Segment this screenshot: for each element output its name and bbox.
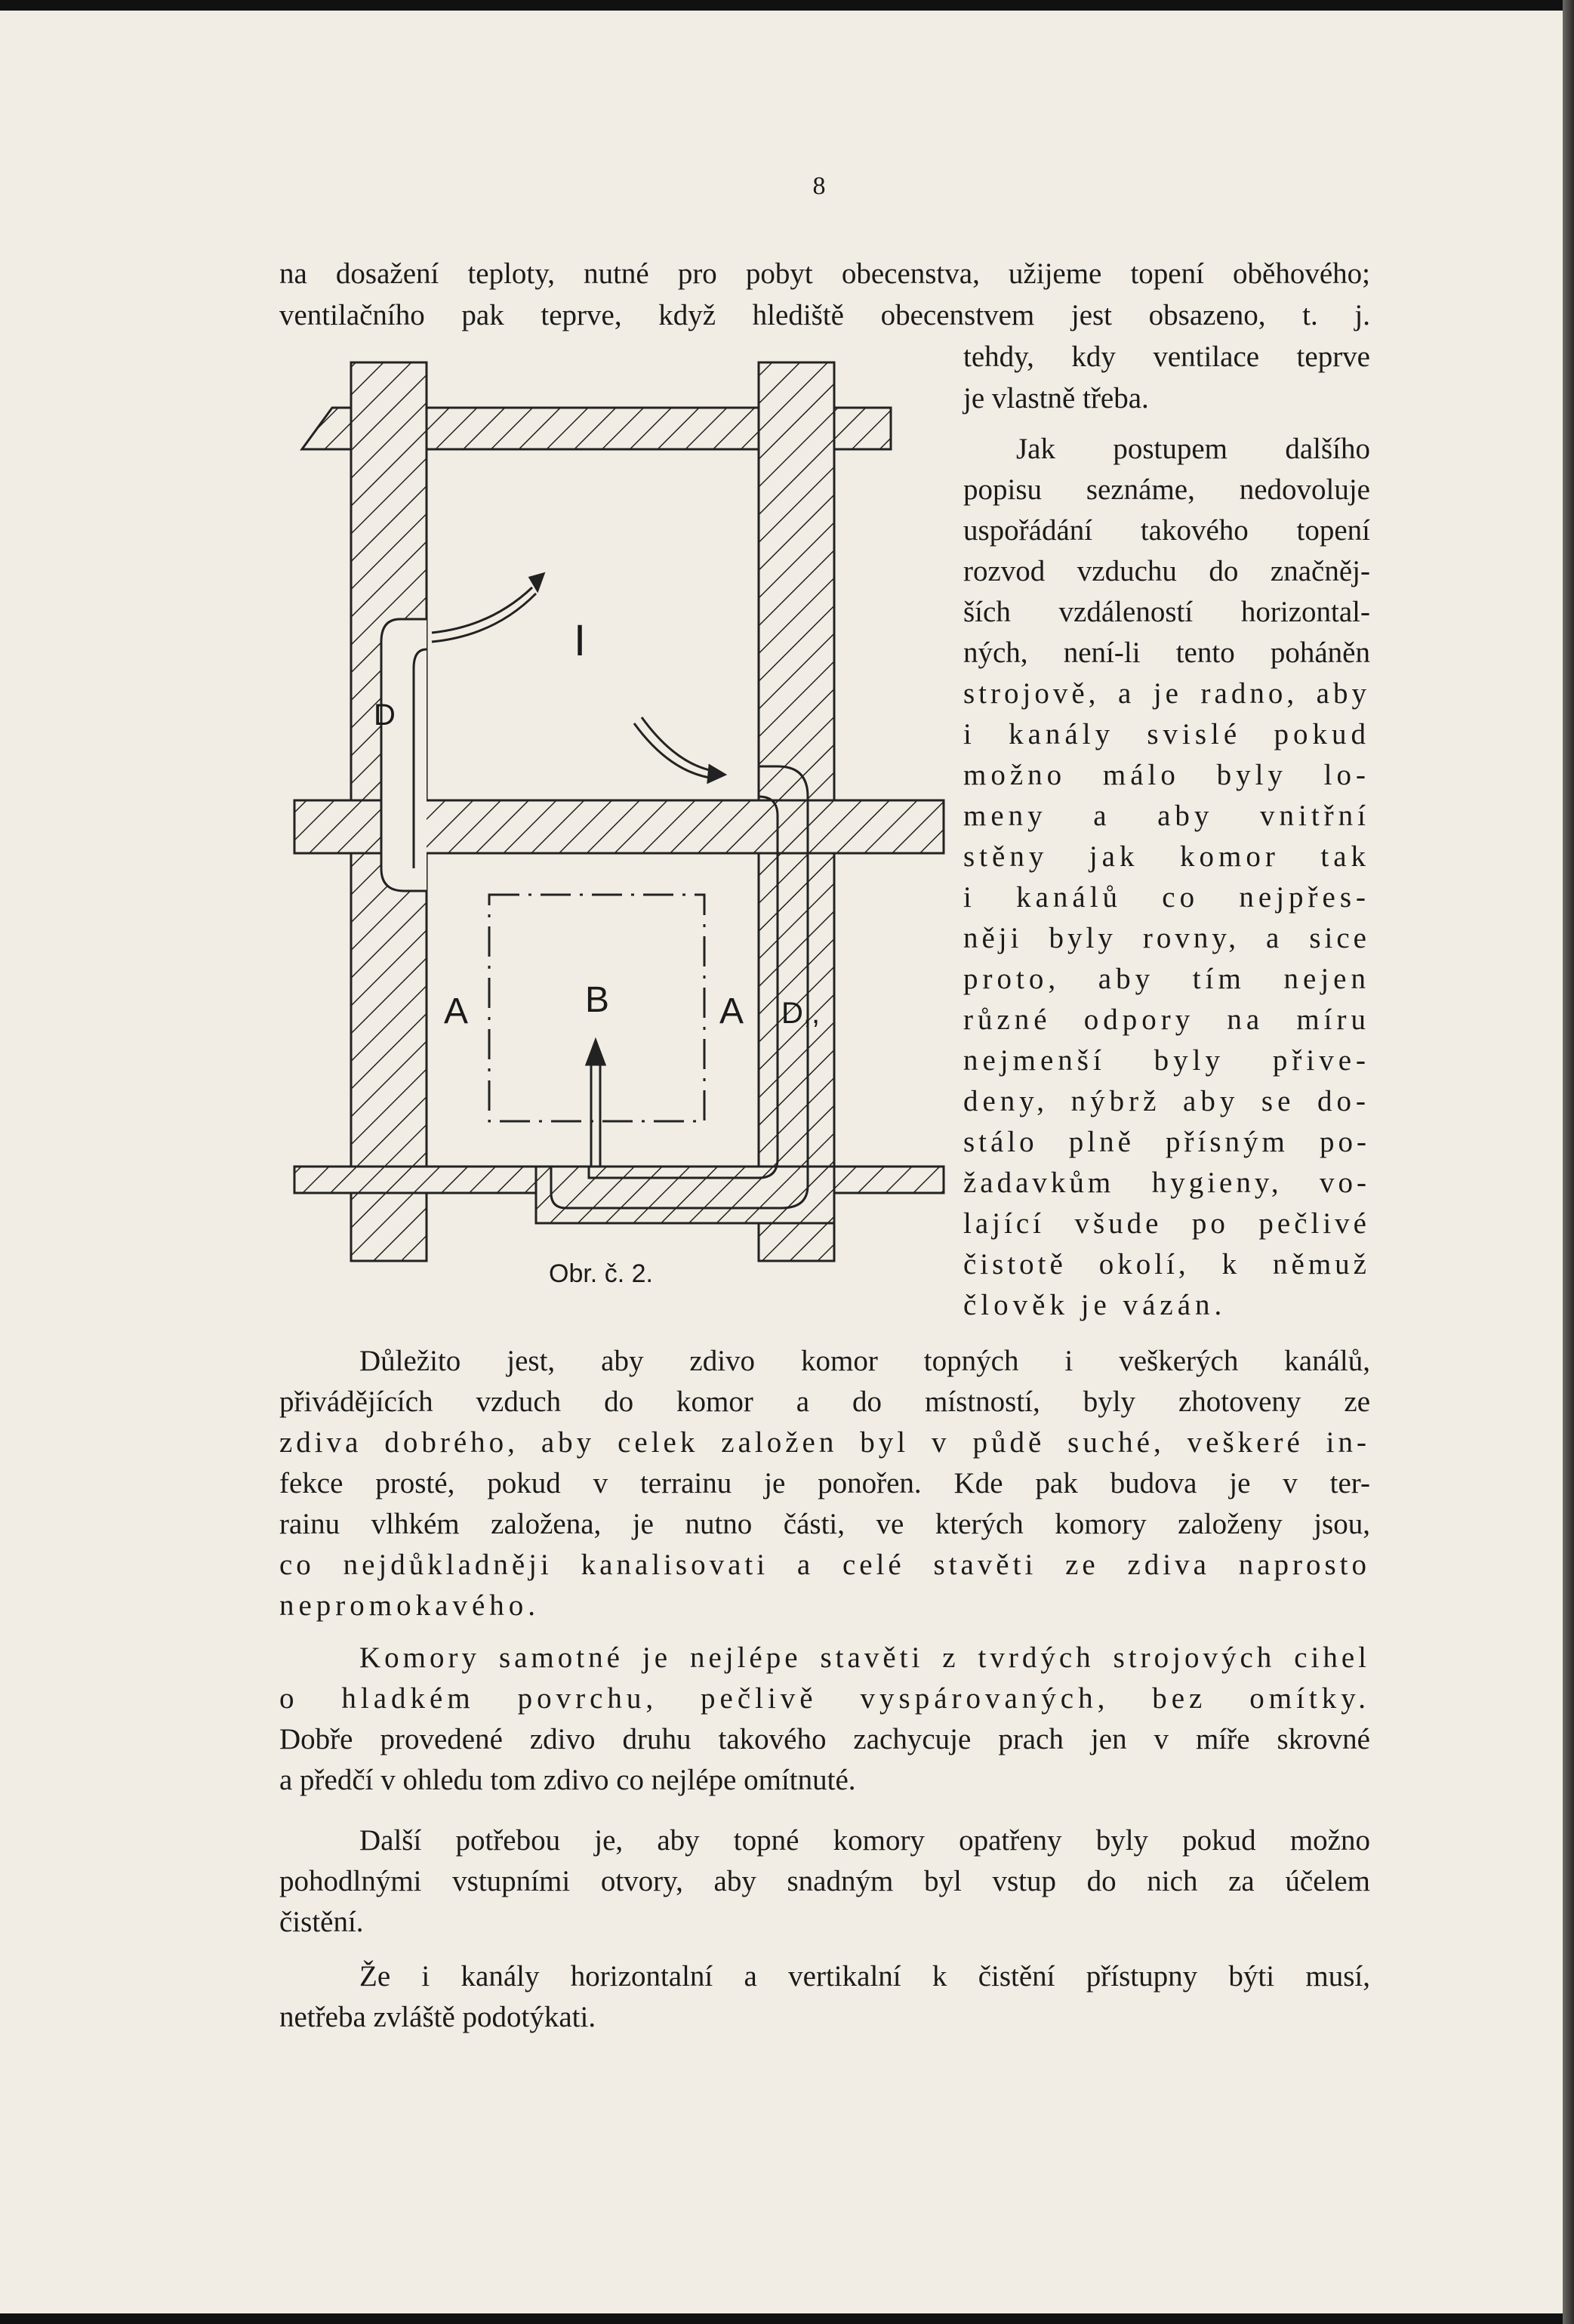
p2-line: co nejdůkladněji kanalisovati a celé stavěti ze zdiva naprosto	[279, 1549, 1370, 1581]
column-line: deny, nýbrž aby se do-	[963, 1085, 1370, 1117]
figure-caption: Obr. č. 2.	[549, 1259, 653, 1288]
column-line: i kanálů co nejpřes-	[963, 881, 1370, 914]
label-duct-right: D,,	[781, 997, 821, 1030]
column-line: něji byly rovny, a sice	[963, 922, 1370, 954]
column-line: nejmenší byly přive-	[963, 1044, 1370, 1077]
p3-line: a předčí v ohledu tom zdivo co nejlépe omítnuté.	[279, 1764, 856, 1796]
column-line: možno málo byly lo-	[963, 759, 1370, 791]
column-line: ných, není-li tento poháněn	[963, 636, 1370, 669]
column-line: uspořádání takového topení	[963, 514, 1370, 547]
label-chamber-a-right: A	[719, 991, 744, 1031]
intro-line-2: ventilačního pak teprve, když hlediště obecenstvem jest obsazeno, t. j.	[279, 299, 1370, 331]
column-line: Jak postupem dalšího	[1016, 433, 1370, 465]
p2-line: fekce prosté, pokud v terrainu je ponořen. Kde pak budova je v ter-	[279, 1467, 1370, 1500]
column-line: žadavkům hygieny, vo-	[963, 1167, 1370, 1199]
p4-line: Další potřebou je, aby topné komory opatřeny byly pokud možno	[359, 1824, 1370, 1857]
duct-left	[381, 619, 427, 891]
intro-line-3: tehdy, kdy ventilace teprve	[963, 341, 1370, 373]
p2-line: přivádějících vzduch do komor a do místností, byly zhotoveny ze	[279, 1385, 1370, 1418]
p3-line: Dobře provedené zdivo druhu takového zachycuje prach jen v míře skrovné	[279, 1723, 1370, 1755]
column-line: popisu seznáme, nedovoluje	[963, 473, 1370, 506]
column-line: rozvod vzduchu do značněj-	[963, 555, 1370, 587]
p2-line: zdiva dobrého, aby celek založen byl v půdě suché, veškeré in-	[279, 1426, 1370, 1459]
p4-line: čistění.	[279, 1906, 364, 1938]
intro-line-4: je vlastně třeba.	[963, 382, 1149, 415]
p4-line: pohodlnými vstupními otvory, aby snadným byl vstup do nich za účelem	[279, 1865, 1370, 1897]
p3-line: Komory samotné je nejlépe stavěti z tvrdých strojových cihel	[359, 1641, 1370, 1674]
column-line: čistotě okolí, k němuž	[963, 1248, 1370, 1281]
label-duct-left: D	[374, 698, 396, 732]
column-line: strojově, a je radno, aby	[963, 677, 1370, 710]
figure-heating-chambers	[287, 347, 959, 1284]
intro-line-1: na dosažení teploty, nutné pro pobyt obecenstva, užijeme topení oběhového;	[279, 257, 1370, 290]
page-edge	[1563, 0, 1574, 2324]
label-room-i: I	[574, 616, 587, 665]
p5-line: Že i kanály horizontalní a vertikalní k čistění přístupny býti musí,	[359, 1960, 1370, 1993]
label-chamber-b: B	[585, 980, 610, 1020]
column-line: meny a aby vnitřní	[963, 800, 1370, 832]
column-line: stálo plně přísným po-	[963, 1126, 1370, 1158]
column-line: stěny jak komor tak	[963, 840, 1370, 873]
p3-line: o hladkém povrchu, pečlivě vyspárovaných, bez omítky.	[279, 1682, 1370, 1715]
column-line: lající všude po pečlivé	[963, 1207, 1370, 1240]
p5-line: netřeba zvláště podotýkati.	[279, 2001, 596, 2033]
p2-line: rainu vlhkém založena, je nutno části, ve kterých komory založeny jsou,	[279, 1508, 1370, 1540]
column-line: různé odpory na míru	[963, 1003, 1370, 1036]
column-line: člověk je vázán.	[963, 1289, 1227, 1321]
column-line: proto, aby tím nejen	[963, 963, 1370, 995]
p2-line: Důležito jest, aby zdivo komor topných i veškerých kanálů,	[359, 1345, 1370, 1377]
column-line: i kanály svislé pokud	[963, 718, 1370, 751]
column-line: ších vzdáleností horizontal-	[963, 596, 1370, 628]
p2-line: nepromokavého.	[279, 1589, 541, 1622]
label-chamber-a-left: A	[444, 991, 469, 1031]
page-number: 8	[812, 172, 826, 200]
